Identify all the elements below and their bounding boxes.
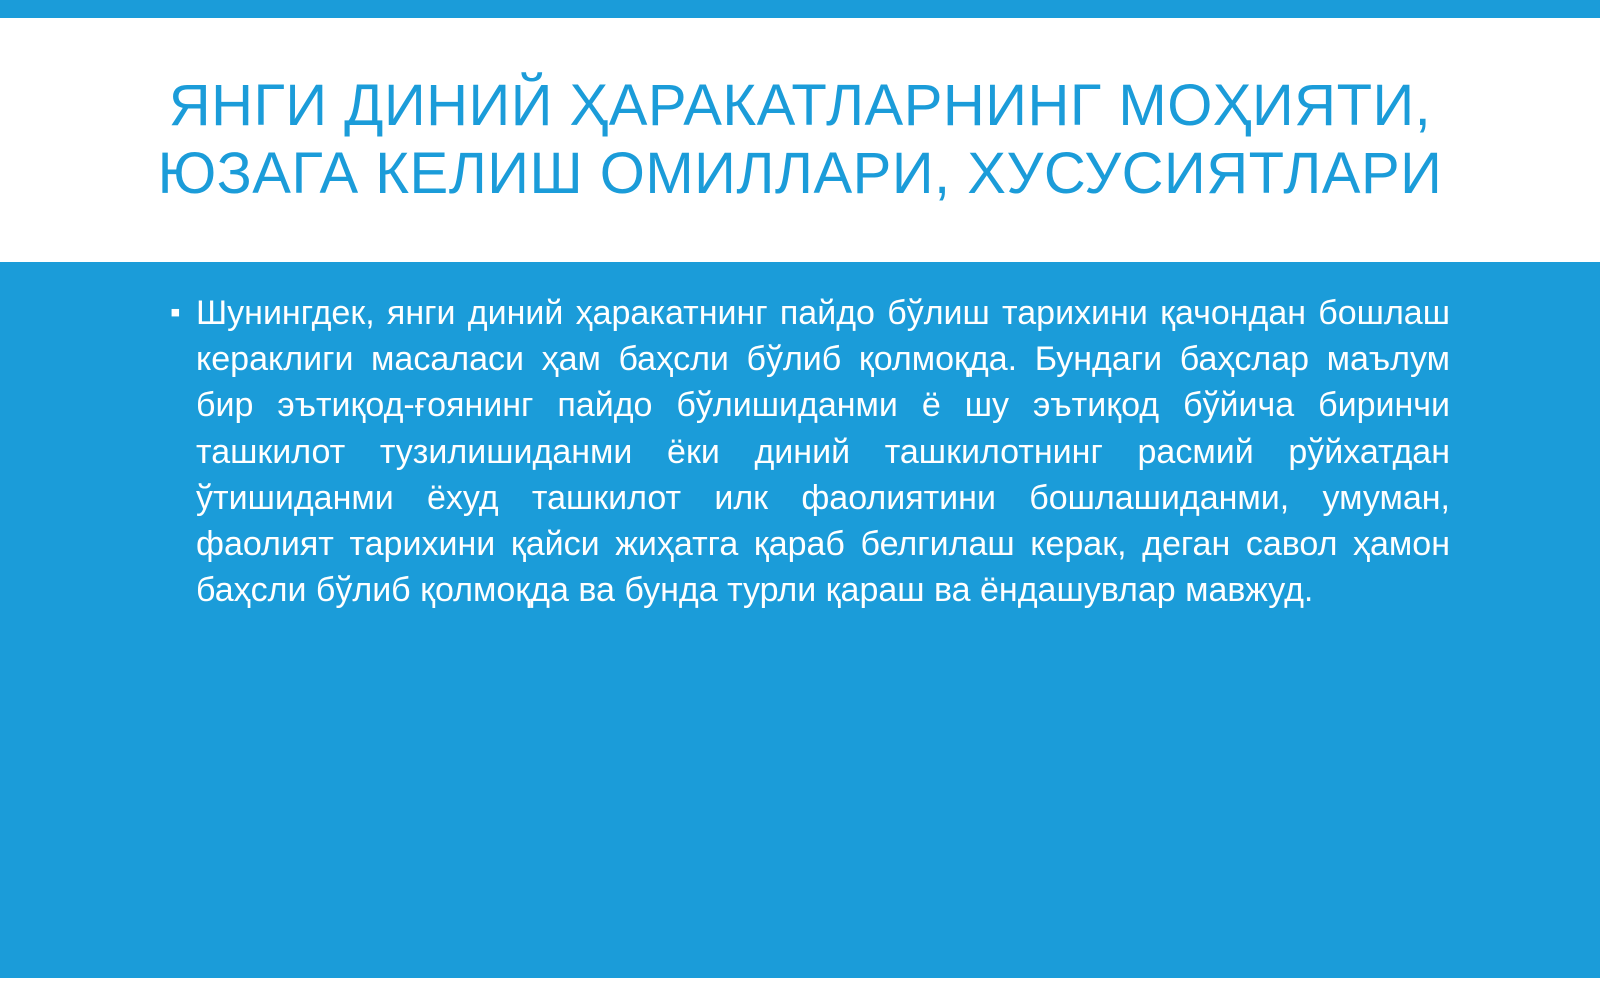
list-item: [170, 290, 1450, 614]
page-title: ЯНГИ ДИНИЙ ҲАРАКАТЛАРНИНГ МОҲИЯТИ, ЮЗАГА КЕЛИШ ОМИЛЛАРИ, ХУСУСИЯТЛАРИ: [157, 72, 1443, 206]
top-accent-bar: [0, 0, 1600, 18]
bullet-paragraph-text: Шунингдек, янги диний ҳаракатнинг пайдо бўлиш тарихини қачондан бошлаш кераклиги масаласи ҳам баҳсли бўлиб қолмоқда. Бундаги баҳслар маълум бир эътиқод-ғоянинг пайдо бўлишиданми ё шу эътиқод бўйича биринчи ташкилот тузилишиданми ёки диний ташкилотнинг расмий рўйхатдан ўтишиданми ёхуд ташкилот илк фаолиятини бошлашиданми, умуман, фаолият тарихини қайси жиҳатга қараб белгилаш керак, деган савол ҳамон баҳсли бўлиб қолмоқда ва бунда турли қараш ва ёндашувлар мавжуд.: [196, 294, 1450, 610]
title-band: [0, 18, 1600, 262]
slide-body: [0, 262, 1600, 1000]
bottom-white-strip: [0, 978, 1600, 1000]
bullet-marker-icon: ▪: [170, 296, 181, 329]
